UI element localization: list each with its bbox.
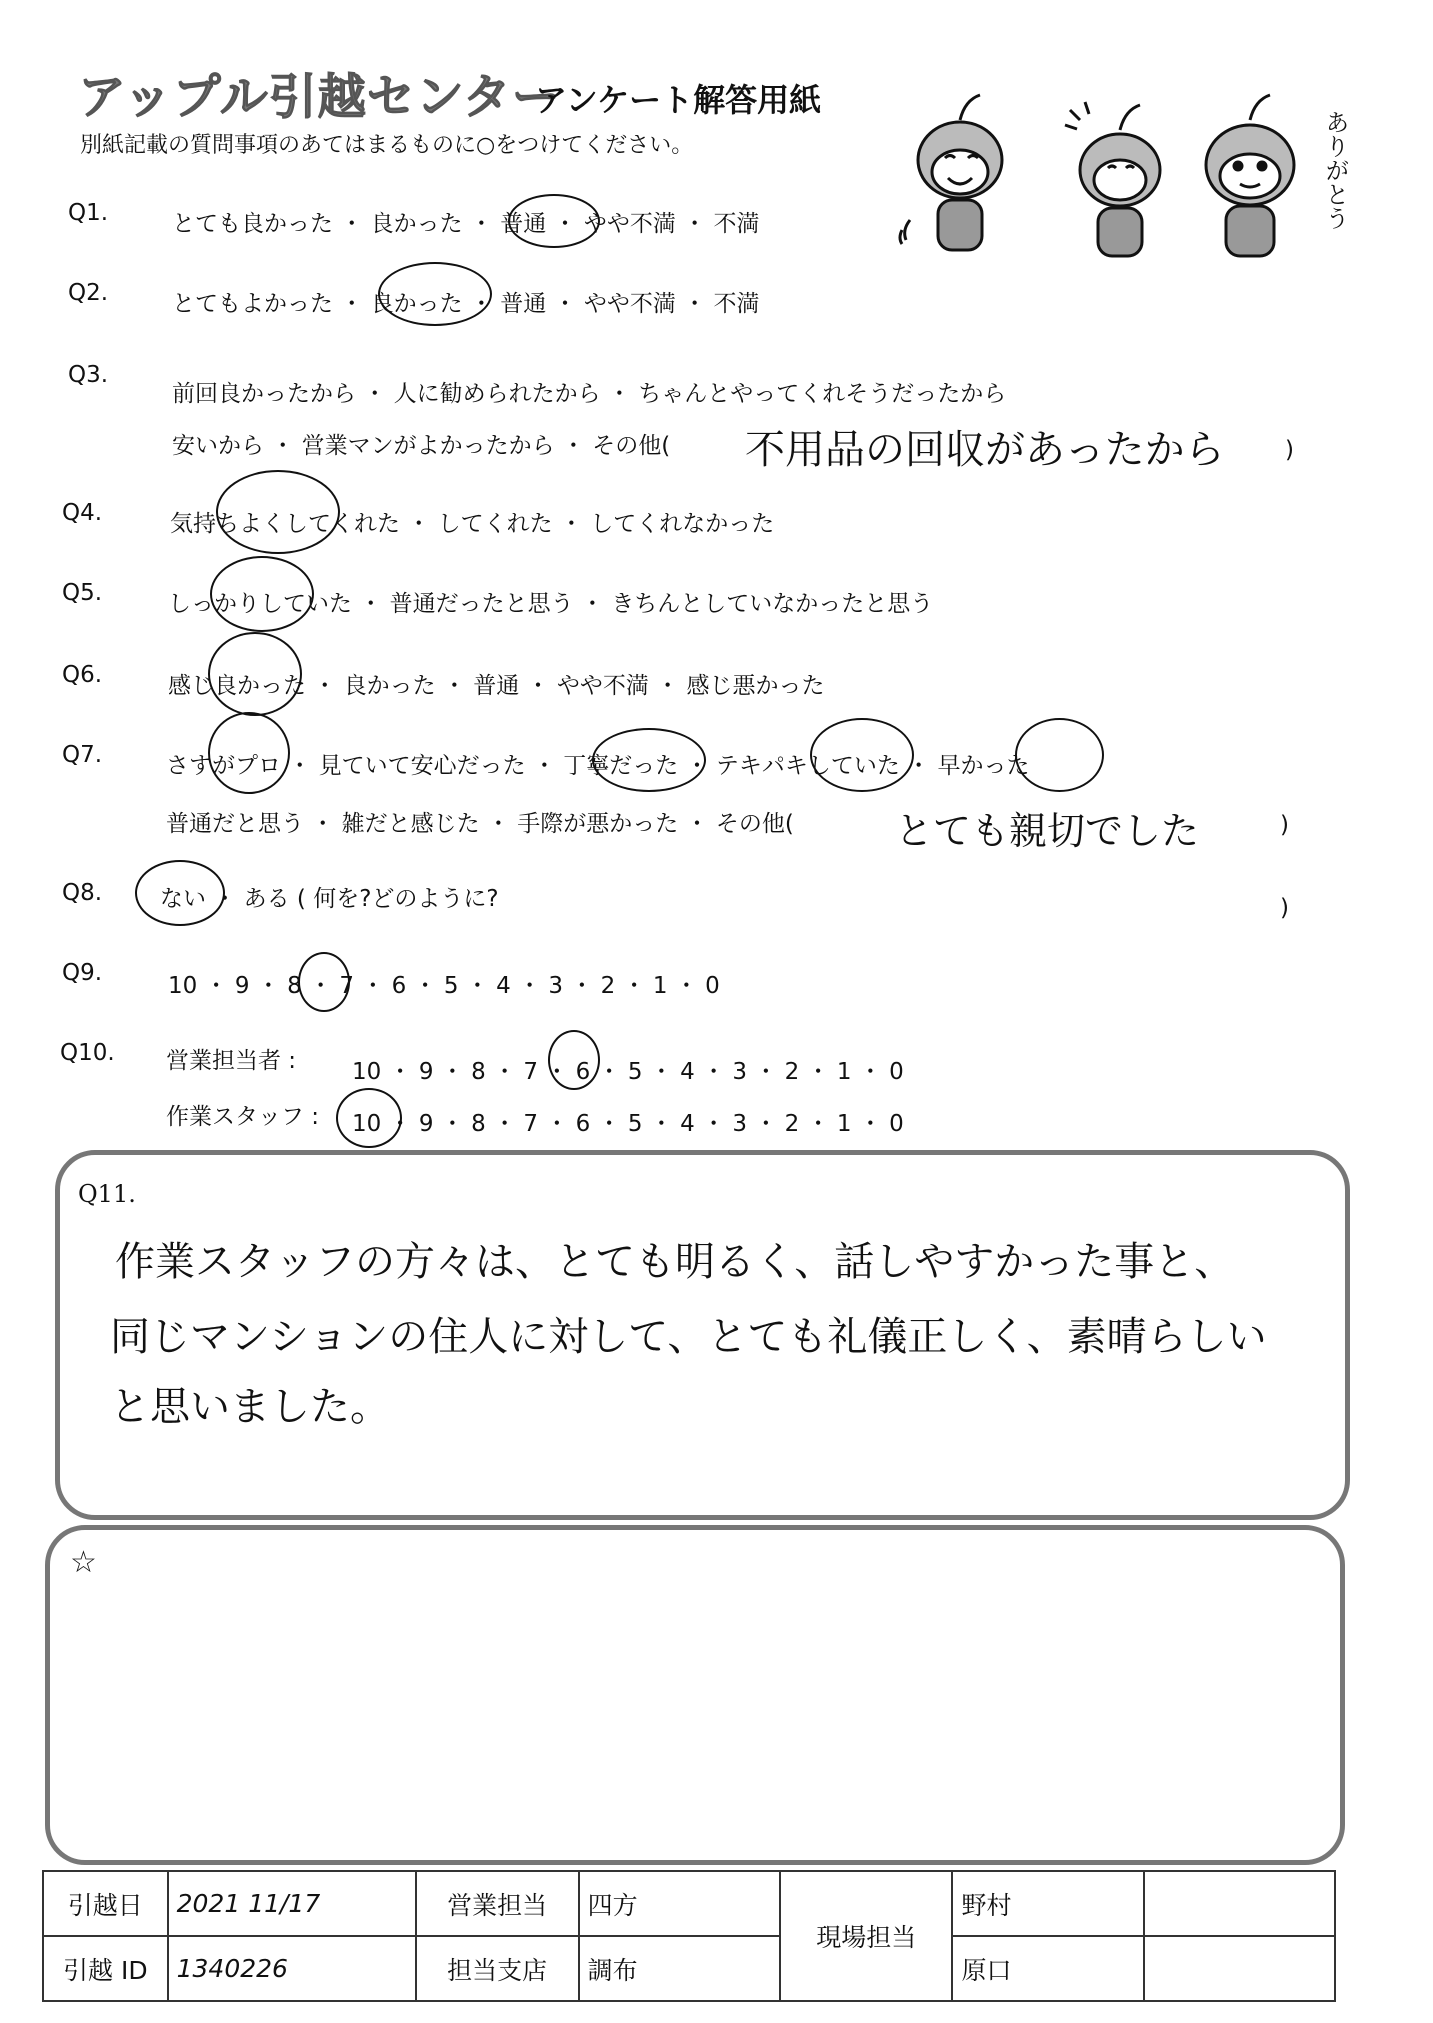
q5-label: Q5.	[62, 580, 103, 606]
q10-sales-label: 営業担当者 :	[166, 1048, 297, 1074]
mascot-illustration	[890, 80, 1360, 280]
q9-scale: 10 ・ 9 ・ 8 ・ 7 ・ 6 ・ 5 ・ 4 ・ 3 ・ 2 ・ 1 ・ 0	[168, 973, 720, 999]
site-staff-empty-2	[1144, 1936, 1335, 2001]
q6-answer-circle	[208, 632, 302, 716]
company-title: アップル引越センター	[78, 69, 561, 125]
q7-options-line1: さすがプロ ・ 見ていて安心だった ・ 丁寧だった ・ テキパキしていた ・ 早かった	[166, 753, 1030, 779]
q3-close-paren: )	[1285, 437, 1294, 463]
q7-answer-circle-4	[1015, 718, 1104, 792]
q10-staff-label: 作業スタッフ :	[166, 1104, 320, 1130]
q11-comment-line2: 同じマンションの住人に対して、とても礼儀正しく、素晴らしい	[110, 1314, 1267, 1360]
q2-label: Q2.	[68, 280, 109, 306]
star-comment-box	[45, 1525, 1345, 1865]
q7-close-paren: )	[1280, 812, 1289, 838]
move-id-value: 1340226	[168, 1936, 416, 2001]
q5-options: しっかりしていた ・ 普通だったと思う ・ きちんとしていなかったと思う	[168, 591, 934, 617]
instruction-text: 別紙記載の質問事項のあてはまるものに○をつけてください。	[80, 133, 694, 158]
site-staff-value-2: 原口	[952, 1936, 1144, 2001]
q1-options: とても良かった ・ 良かった ・ 普通 ・ やや不満 ・ 不満	[172, 211, 760, 237]
form-subtitle: アンケート解答用紙	[535, 81, 822, 119]
branch-label: 担当支店	[416, 1936, 579, 2001]
move-date-label: 引越日	[43, 1871, 168, 1936]
q2-options: とてもよかった ・ 良かった ・ 普通 ・ やや不満 ・ 不満	[172, 291, 760, 317]
q11-comment-line1: 作業スタッフの方々は、とても明るく、話しやすかった事と、	[115, 1239, 1235, 1285]
q10-staff-answer-circle	[336, 1088, 402, 1148]
q4-answer-circle	[216, 470, 340, 554]
q3-options-line1: 前回良かったから ・ 人に勧められたから ・ ちゃんとやってくれそうだったから	[172, 381, 1007, 407]
q9-label: Q9.	[62, 960, 103, 986]
star-label: ☆	[70, 1545, 97, 1580]
site-staff-empty-1	[1144, 1871, 1335, 1936]
q8-label: Q8.	[62, 880, 103, 906]
move-date-value: 2021 11/17	[168, 1871, 416, 1936]
q3-other-handwritten: 不用品の回収があったから	[745, 427, 1225, 473]
q8-close-paren: )	[1280, 895, 1289, 921]
q4-options: 気持ちよくしてくれた ・ してくれた ・ してくれなかった	[170, 511, 775, 537]
q7-options-line2: 普通だと思う ・ 雑だと感じた ・ 手際が悪かった ・ その他(	[166, 811, 794, 837]
sales-rep-label: 営業担当	[416, 1871, 579, 1936]
q6-label: Q6.	[62, 662, 103, 688]
site-staff-value-1: 野村	[952, 1871, 1144, 1936]
q3-options-line2: 安いから ・ 営業マンがよかったから ・ その他(	[172, 433, 671, 459]
q11-comment-line3: と思いました。	[110, 1384, 390, 1430]
q7-answer-circle-1	[208, 712, 290, 794]
q8-options: ない ・ ある ( 何を?どのように?	[160, 886, 499, 912]
q7-answer-circle-3	[810, 718, 914, 792]
q1-label: Q1.	[68, 200, 109, 226]
q7-other-handwritten: とても親切でした	[895, 809, 1200, 853]
q5-answer-circle	[210, 556, 314, 632]
q9-answer-circle	[298, 952, 350, 1012]
footer-info-table	[42, 1870, 1336, 2002]
q10-label: Q10.	[60, 1040, 115, 1066]
sales-rep-value: 四方	[579, 1871, 780, 1936]
q10-sales-scale: 10 ・ 9 ・ 8 ・ 7 ・ 6 ・ 5 ・ 4 ・ 3 ・ 2 ・ 1 ・ 0	[352, 1059, 904, 1085]
q4-label: Q4.	[62, 500, 103, 526]
branch-value: 調布	[579, 1936, 780, 2001]
q3-label: Q3.	[68, 362, 109, 388]
q8-answer-circle	[135, 860, 225, 926]
q10-sales-answer-circle	[548, 1030, 600, 1090]
q10-staff-scale: 10 ・ 9 ・ 8 ・ 7 ・ 6 ・ 5 ・ 4 ・ 3 ・ 2 ・ 1 ・ 0	[352, 1111, 904, 1137]
q7-label: Q7.	[62, 742, 103, 768]
q6-options: 感じ良かった ・ 良かった ・ 普通 ・ やや不満 ・ 感じ悪かった	[168, 673, 825, 699]
q2-answer-circle	[378, 262, 492, 326]
q1-answer-circle	[508, 194, 600, 248]
move-id-label: 引越 ID	[43, 1936, 168, 2001]
site-staff-label: 現場担当	[780, 1871, 953, 2001]
q11-label: Q11.	[78, 1180, 136, 1208]
q7-answer-circle-2	[592, 728, 706, 792]
mascot-caption: ありがとう	[1321, 110, 1349, 230]
